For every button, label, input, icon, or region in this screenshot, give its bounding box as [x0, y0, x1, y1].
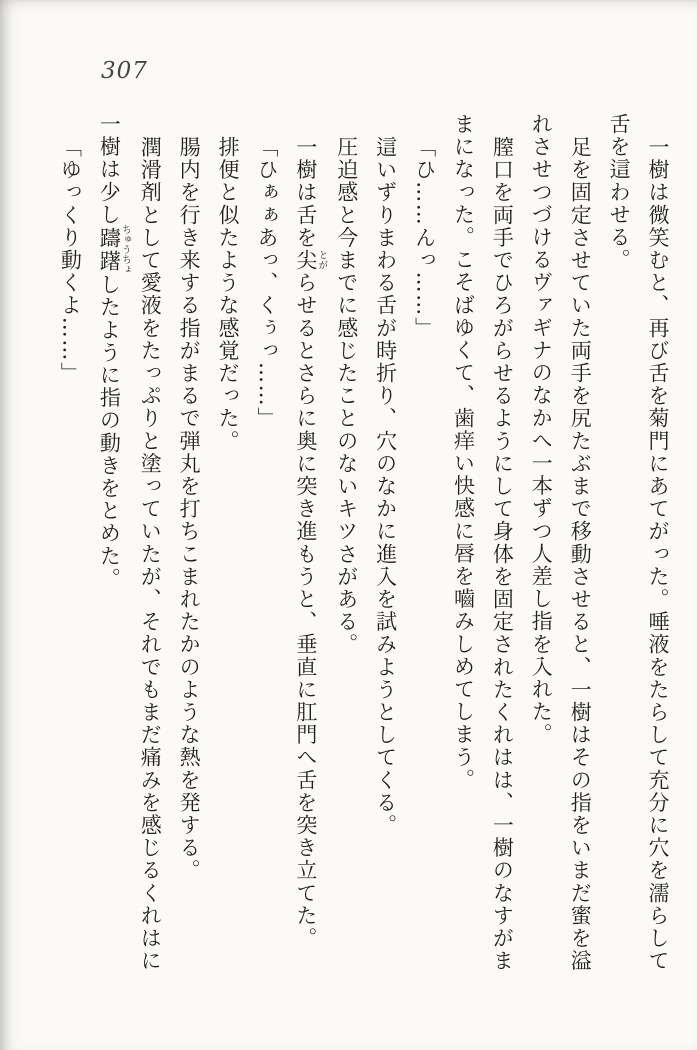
- text-run: らせるとさらに奥に突き進もうと、垂直に肛門へ舌を突き立てた。: [293, 271, 318, 950]
- text-run: 舌を這わせる。: [607, 113, 632, 272]
- text-run: まになった。こそばゆくて、歯痒い快感に唇を嚙みしめてしまう。: [451, 113, 476, 791]
- text-run: れさせつづけるヴァギナのなかへ一本ずつ人差し指を入れた。: [529, 113, 554, 746]
- text-column-9: [327, 113, 366, 999]
- furigana-term: 躊躇ちゅうちょ: [97, 224, 131, 275]
- text-run: 「ひ……んっ……」: [412, 135, 437, 339]
- text-column-15: [89, 113, 130, 999]
- text-run: 排便と似たような感覚だった。: [216, 135, 241, 452]
- text-run: 「ゆっくり動くよ……」: [58, 135, 83, 385]
- text-run: 足を固定させていた両手を尻たぶまで移動させると、一樹はその指をいまだ蜜を溢: [568, 135, 593, 972]
- text-column-10: [286, 113, 327, 999]
- text-run: 潤滑剤として愛液をたっぷりと塗っていたが、それでもまだ痛みを感じるくれはに: [138, 135, 163, 972]
- text-column-12: [208, 113, 247, 999]
- text-run: 一樹は舌を: [293, 135, 318, 249]
- text-column-1: [638, 113, 677, 999]
- text-column-6: [444, 113, 483, 999]
- furigana-reading: ちゅうちょ: [119, 224, 131, 275]
- text-run: 這いずりまわる舌が時折り、穴のなかに進入を試みようとしてくる。: [373, 135, 398, 837]
- text-column-14: [130, 113, 169, 999]
- text-column-16: [51, 113, 90, 999]
- text-run: 圧迫感と今までに感じたことのないキツさがある。: [334, 135, 359, 656]
- text-run: 一樹は微笑むと、再び舌を菊門にあてがった。唾液をたらして充分に穴を濡らして: [646, 135, 670, 972]
- text-column-5: [482, 113, 521, 999]
- text-column-2: [599, 113, 638, 999]
- text-run: 「ひぁぁあっ、くぅっ……」: [254, 135, 279, 430]
- text-column-7: [405, 113, 444, 999]
- text-run: 一樹は少し: [97, 113, 122, 226]
- vertical-text-block: [55, 113, 677, 999]
- furigana-term: 尖とが: [293, 248, 328, 272]
- text-column-4: [521, 113, 560, 999]
- text-run: 膣口を両手でひろがらせるようにして身体を固定されたくれはは、一樹のなすがま: [490, 135, 515, 972]
- text-run: 腸内を行き来する指がまるで弾丸を打ちこまれたかのような熱を発する。: [177, 135, 202, 882]
- text-column-13: [169, 113, 208, 999]
- text-run: したように指の動きをとめた。: [97, 273, 122, 591]
- text-column-8: [366, 113, 405, 999]
- text-column-3: [560, 113, 599, 999]
- page-number: 307: [101, 58, 148, 84]
- text-column-11: [247, 113, 286, 999]
- furigana-reading: とが: [316, 248, 328, 272]
